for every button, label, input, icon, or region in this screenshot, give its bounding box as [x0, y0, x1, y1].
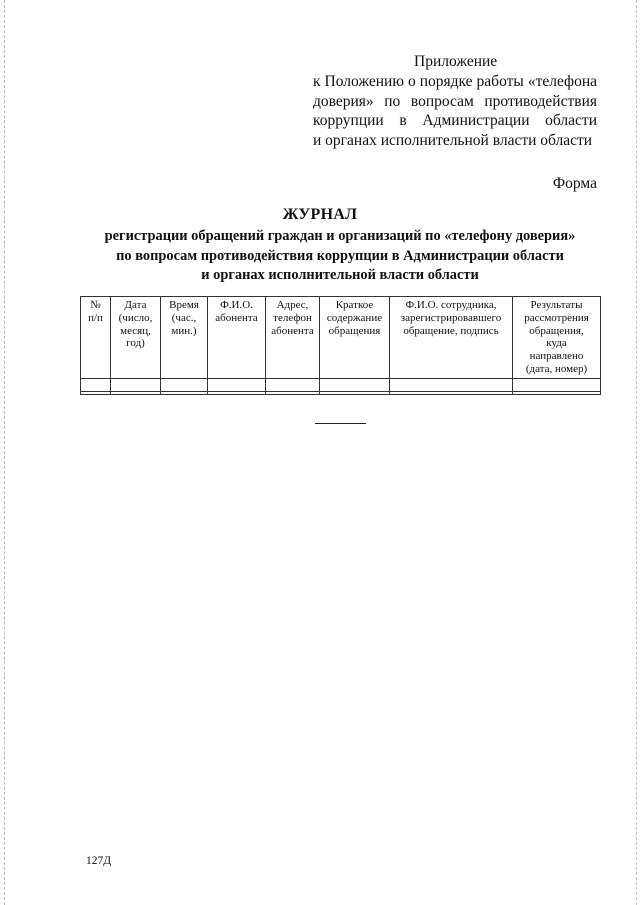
end-separator-line	[315, 423, 366, 424]
column-header-line: направлено	[529, 350, 584, 363]
table-cell	[320, 378, 390, 391]
journal-title: ЖУРНАЛ	[282, 206, 358, 223]
table-cell	[111, 378, 161, 391]
table-cell	[208, 378, 266, 391]
column-header-line: зарегистрировавшего	[400, 311, 502, 324]
page-code: 127Д	[86, 855, 112, 867]
column-header-line: №	[90, 299, 101, 311]
column-header-line: (число,	[118, 311, 153, 324]
appendix-line: коррупции в Администрации области	[313, 112, 597, 130]
column-header-line: содержание	[326, 311, 383, 324]
column-header-caller-address	[266, 297, 320, 379]
journal-subtitle	[0, 227, 640, 286]
column-header-line: п/п	[88, 311, 103, 324]
column-header-summary	[320, 297, 390, 379]
table-cell	[320, 391, 390, 394]
table-cell	[81, 391, 111, 394]
column-header-time	[161, 297, 208, 379]
page-edge-left	[4, 0, 5, 905]
column-header-line: мин.)	[171, 324, 197, 337]
column-header-date	[111, 297, 161, 379]
table-cell	[161, 391, 208, 394]
column-header-line: (дата, номер)	[525, 362, 588, 375]
column-header-line: обращения,	[529, 324, 584, 337]
column-header-number	[81, 297, 111, 379]
column-header-line: телефон	[273, 311, 312, 324]
column-header-line: абонента	[271, 324, 314, 337]
table-cell	[513, 378, 601, 391]
column-header-line: рассмотрения	[524, 311, 589, 324]
table-cell	[390, 391, 513, 394]
column-header-caller-name	[208, 297, 266, 379]
column-header-line: Результаты	[530, 299, 583, 311]
form-label: Форма	[552, 175, 597, 192]
column-header-line: год)	[126, 337, 145, 350]
journal-subtitle-line: по вопросам противодействия коррупции в Администрации области	[116, 247, 564, 264]
journal-subtitle-line: и органах исполнительной власти области	[201, 267, 479, 283]
column-header-line: обращение, подпись	[403, 324, 499, 337]
table-cell	[266, 391, 320, 394]
table-row	[81, 378, 601, 391]
column-header-line: Адрес,	[276, 299, 309, 311]
table-header-row	[81, 297, 601, 379]
column-header-line: абонента	[215, 311, 258, 324]
column-header-line: Краткое	[335, 299, 374, 311]
column-header-line: Время	[169, 299, 199, 311]
column-header-employee	[390, 297, 513, 379]
column-header-line: Ф.И.О. сотрудника,	[405, 299, 497, 311]
column-header-line: Ф.И.О.	[220, 299, 253, 311]
column-header-line: (час.,	[171, 311, 197, 324]
appendix-reference	[313, 72, 597, 150]
table-cell	[81, 378, 111, 391]
column-header-results	[513, 297, 601, 379]
journal-subtitle-line: регистрации обращений граждан и организаций по «телефону доверия»	[104, 228, 576, 244]
page-edge-right	[636, 0, 637, 905]
column-header-line: Дата	[124, 299, 147, 311]
appendix-line: и органах исполнительной власти области	[313, 131, 593, 149]
journal-table	[80, 296, 601, 395]
table-cell	[161, 378, 208, 391]
column-header-line: обращения	[328, 324, 381, 337]
column-header-line: куда	[546, 337, 567, 350]
table-cell	[266, 378, 320, 391]
appendix-title: Приложение	[414, 53, 498, 70]
table-row	[81, 391, 601, 394]
table-cell	[513, 391, 601, 394]
appendix-line: доверия» по вопросам противодействия	[313, 92, 597, 110]
appendix-line: к Положению о порядке работы «телефона	[313, 73, 597, 90]
column-header-line: месяц,	[120, 324, 151, 337]
table-cell	[208, 391, 266, 394]
table-cell	[111, 391, 161, 394]
table-cell	[390, 378, 513, 391]
